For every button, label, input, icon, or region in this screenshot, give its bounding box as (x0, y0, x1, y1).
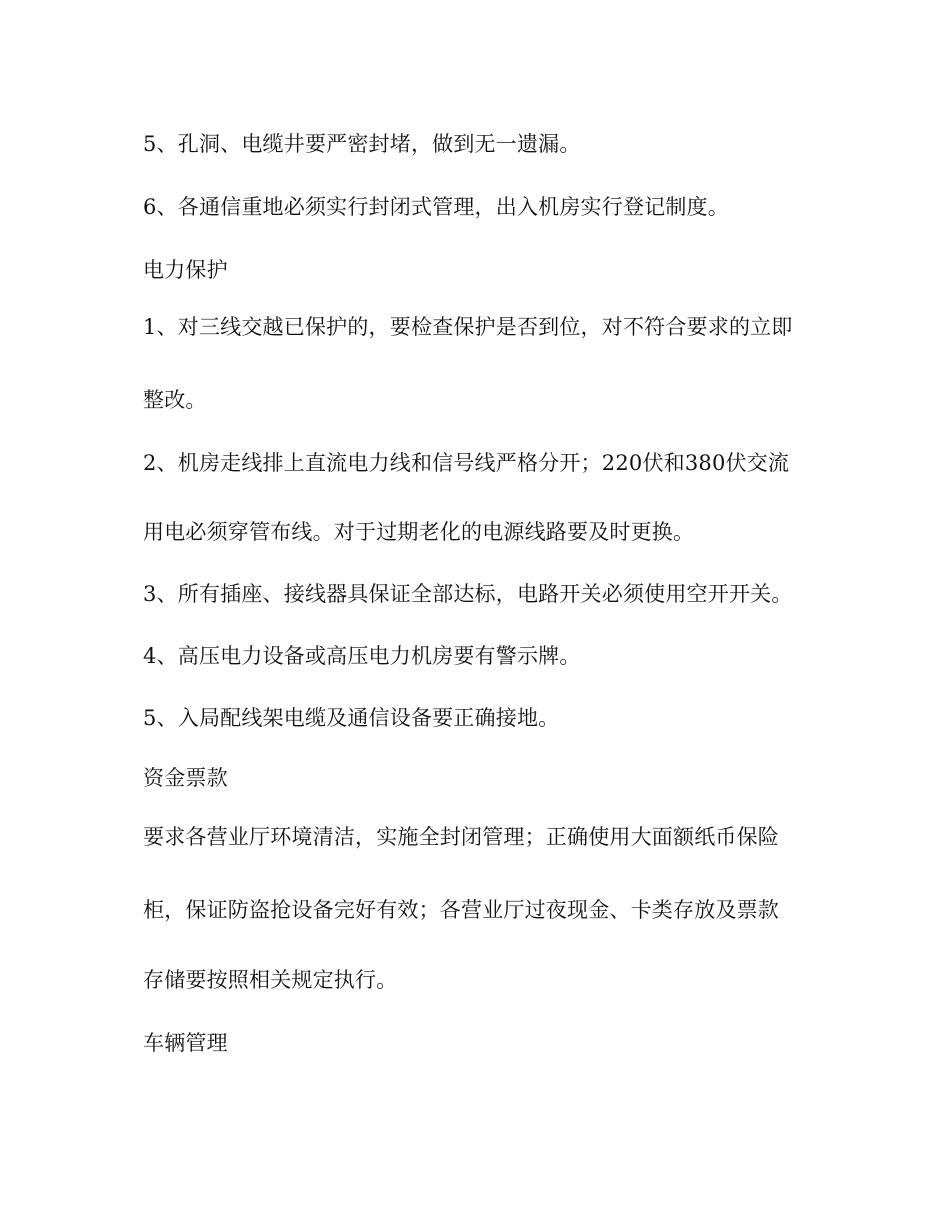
power-item-1-continued: 整改。 (143, 388, 207, 412)
section-heading-vehicles: 车辆管理 (143, 1031, 228, 1055)
power-item-1: 1、对三线交越已保护的，要检查保护是否到位，对不符合要求的立即 (143, 315, 793, 339)
power-item-4: 4、高压电力设备或高压电力机房要有警示牌。 (143, 644, 581, 668)
section-heading-funds: 资金票款 (143, 766, 228, 790)
section-heading-power: 电力保护 (143, 258, 228, 282)
funds-paragraph-line-3: 存储要按照相关规定执行。 (143, 968, 398, 992)
item-5-sealing: 5、孔洞、电缆井要严密封堵，做到无一遗漏。 (143, 132, 581, 156)
power-item-3: 3、所有插座、接线器具保证全部达标，电路开关必须使用空开开关。 (143, 582, 793, 606)
item-6-access-control: 6、各通信重地必须实行封闭式管理，出入机房实行登记制度。 (143, 195, 729, 219)
funds-paragraph-line-2: 柜，保证防盗抢设备完好有效；各营业厅过夜现金、卡类存放及票款 (143, 898, 779, 922)
power-item-2: 2、机房走线排上直流电力线和信号线严格分开；220伏和380伏交流 (143, 451, 790, 475)
power-item-5: 5、入局配线架电缆及通信设备要正确接地。 (143, 706, 560, 730)
power-item-2-continued: 用电必须穿管布线。对于过期老化的电源线路要及时更换。 (143, 520, 695, 544)
funds-paragraph-line-1: 要求各营业厅环境清洁，实施全封闭管理；正确使用大面额纸币保险 (143, 825, 779, 849)
